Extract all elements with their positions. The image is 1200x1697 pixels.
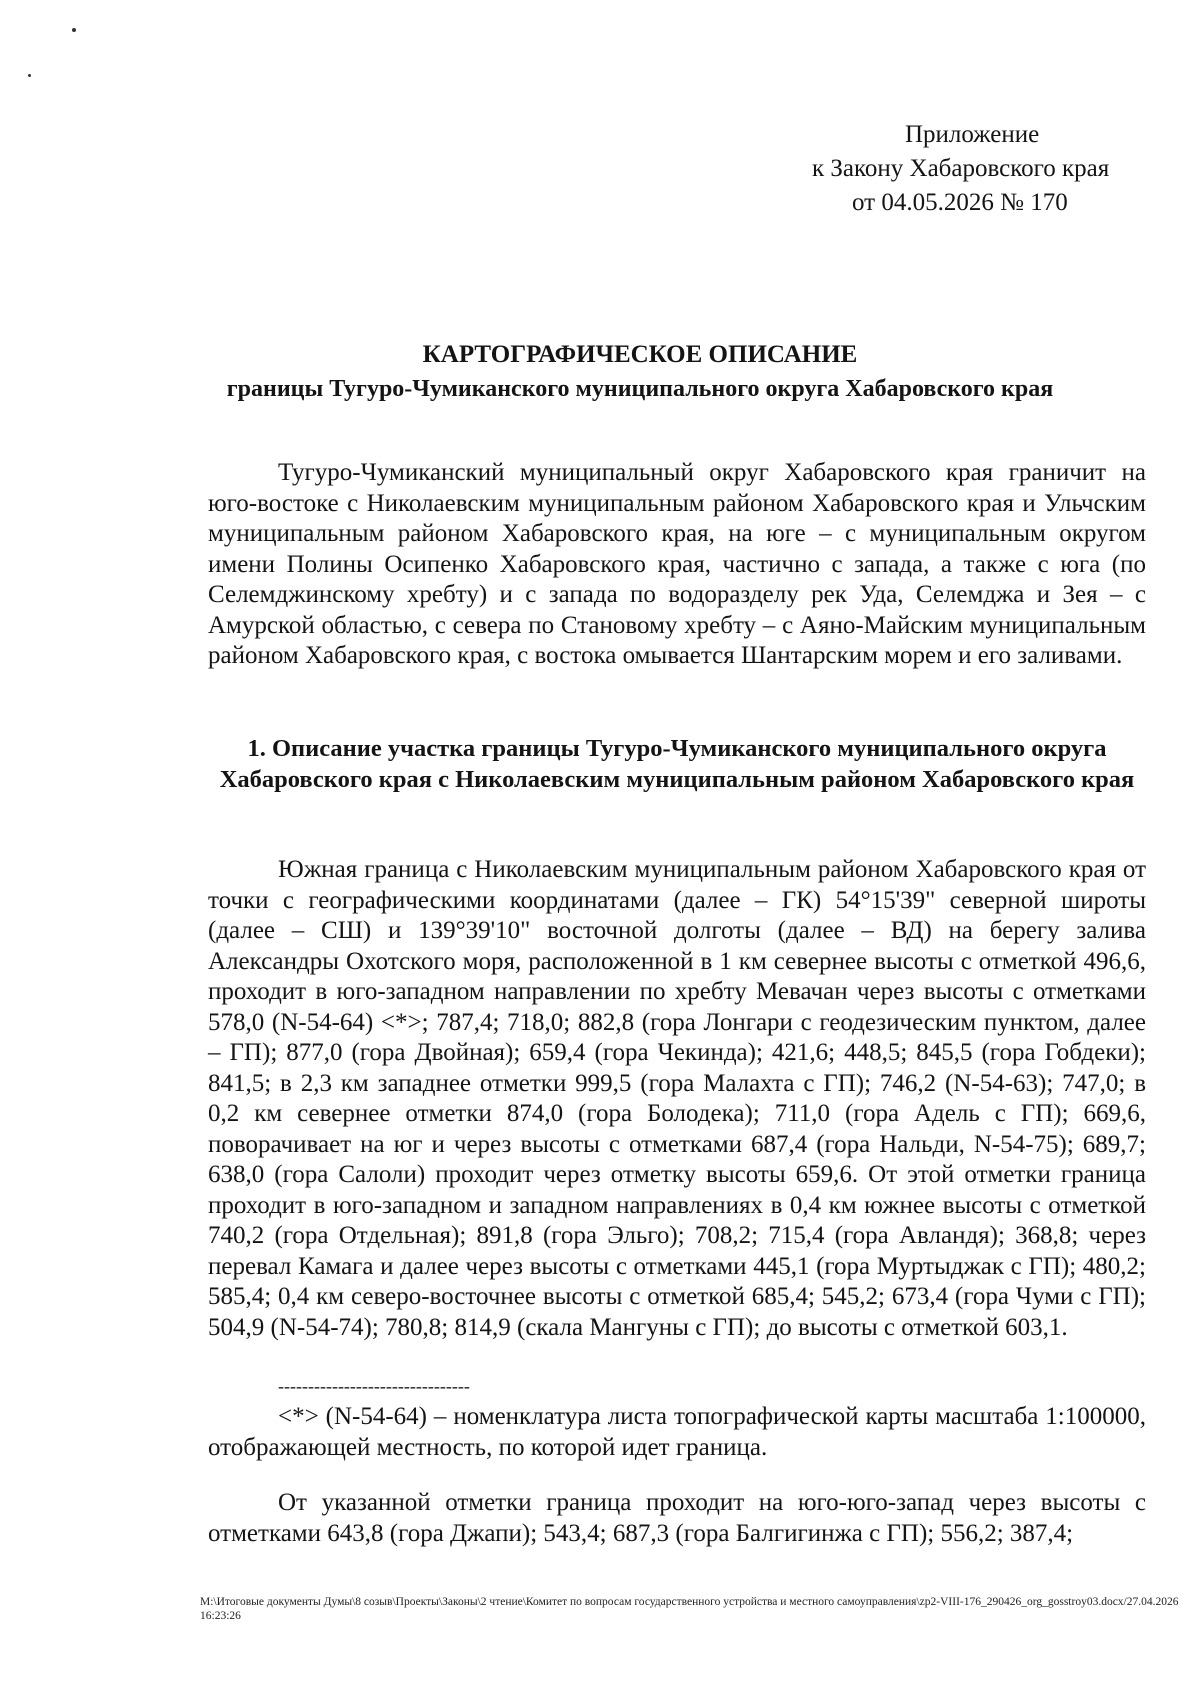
document-title bbox=[200, 338, 1080, 406]
intro-paragraph: Тугуро-Чумиканский муниципальный округ Хабаровского края граничит на юго-востоке с Николаевским муниципальным районом Хабаровского края и Ульчским муниципальным районом Хабаровского края, на юге – с муниципальным округом имени Полины Осипенко Хабаровского края, частично с запада, а также с юга (по Селемджинскому хребту) и с запада по водоразделу рек Уда, Селемджа и Зея – с Амурской областью, с севера по Становому хребту – с Аяно-Майским муниципальным районом Хабаровского края, с востока омывается Шантарским морем и его заливами. bbox=[208, 459, 1146, 669]
annex-line-appendix: Приложение bbox=[905, 121, 1040, 148]
annex-line-law: к Закону Хабаровского края bbox=[812, 155, 1110, 182]
section-1-heading: 1. Описание участка границы Тугуро-Чумиканского муниципального округа Хабаровского края с Николаевским муниципальным районом Хабаровского края bbox=[219, 735, 1135, 793]
footnote: <*> (N-54-64) – номенклатура листа топографической карты масштаба 1:100000, отображающей местность, по которой идет граница. bbox=[208, 1403, 1146, 1461]
title-main: КАРТОГРАФИЧЕСКОЕ ОПИСАНИЕ bbox=[422, 341, 858, 368]
annex-line-date: от 04.05.2026 № 170 bbox=[852, 189, 1068, 216]
section-1-paragraph: Южная граница с Николаевским муниципальным районом Хабаровского края от точки с географическими координатами (далее – ГК) 54°15'39" северной широты (далее – СШ) и 139°39'10" восточной долготы (далее – ВД) на берегу залива Александры Охотского моря, расположенной в 1 км севернее высоты с отметкой 496,6, проходит в юго-западном направлении по хребту Мевачан через высоты с отметками 578,0 (N-54-64) <*>; 787,4; 718,0; 882,8 (гора Лонгари с геодезическим пунктом, далее – ГП); 877,0 (гора Двойная); 659,4 (гора Чекинда); 421,6; 448,5; 845,5 (гора Гобдеки); 841,5; в 2,3 км западнее отметки 999,5 (гора Малахта с ГП); 746,2 (N-54-63); 747,0; в 0,2 км севернее отметки 874,0 (гора Болодека); 711,0 (гора Адель с ГП); 669,6, поворачивает на юг и через высоты с отметками 687,4 (гора Нальди, N-54-75); 689,7; 638,0 (гора Салоли) проходит через отметку высоты 659,6. От этой отметки граница проходит в юго-западном и западном направлениях в 0,4 км южнее высоты с отметкой 740,2 (гора Отдельная); 891,8 (гора Эльго); 708,2; 715,4 (гора Авландя); 368,8; через перевал Камага и далее через высоты с отметками 445,1 (гора Муртыджак с ГП); 480,2; 585,4; 0,4 км северо-восточнее высоты с отметкой 685,4; 545,2; 673,4 (гора Чуми с ГП); 504,9 (N-54-74); 780,8; 814,9 (скала Мангуны с ГП); до высоты с отметкой 603,1. bbox=[208, 856, 1146, 1341]
continuation-paragraph: От указанной отметки граница проходит на юго-юго-запад через высоты с отметками 643,8 (гора Джапи); 543,4; 687,3 (гора Балгигинжа с ГП); 556,2; 387,4; bbox=[208, 1489, 1146, 1547]
footnote-separator: -------------------------------- bbox=[278, 1376, 470, 1396]
scan-speck bbox=[72, 28, 76, 32]
file-path-footer: M:\Итоговые документы Думы\8 созыв\Проекты\Законы\2 чтение\Комитет по вопросам государственного устройства и местного самоуправления\zp2-VIII-176_290426_org_gosstroy03.docx/27.04.2026 16:23:26 bbox=[200, 1596, 1179, 1622]
annex-header bbox=[760, 118, 1160, 220]
title-subtitle: границы Тугуро-Чумиканского муниципального округа Хабаровского края bbox=[226, 376, 1054, 402]
scan-speck bbox=[28, 74, 31, 77]
